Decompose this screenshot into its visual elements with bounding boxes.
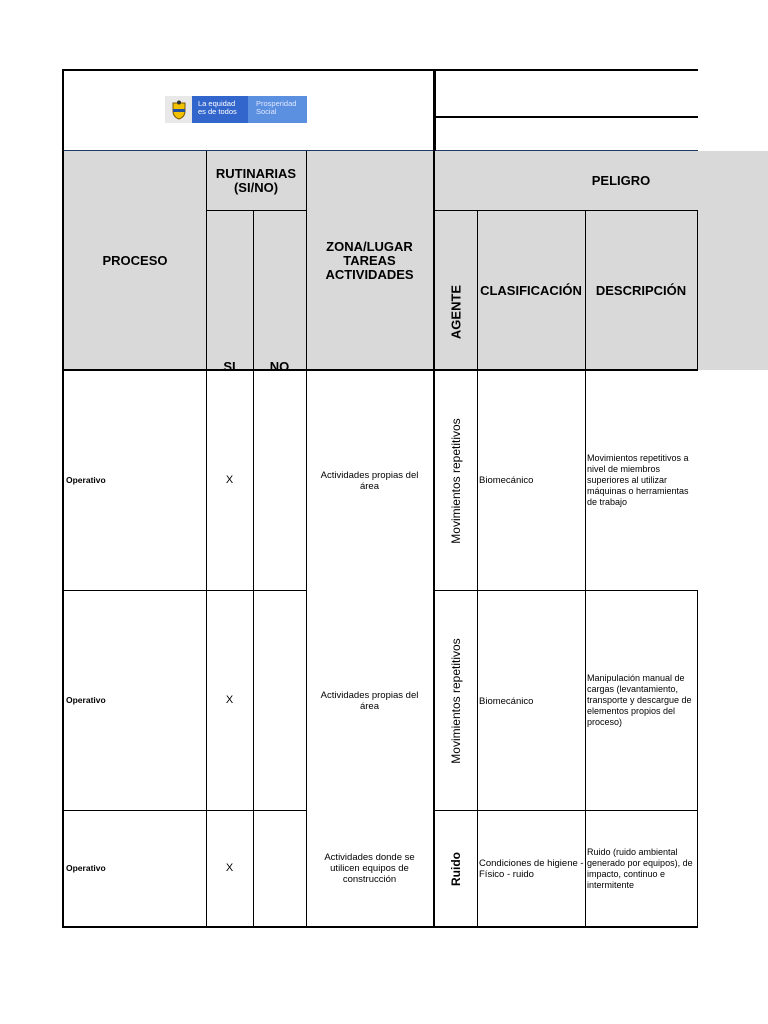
header-rutinarias — [206, 151, 307, 211]
table-row-1-zona — [306, 370, 435, 591]
logo-line4: Social — [256, 107, 277, 116]
row-2-agente-text: Movimientos repetitivos — [448, 638, 463, 764]
table-row-3-zona — [306, 810, 435, 928]
table-row-2-zona — [306, 590, 435, 811]
header-peligro-label: PELIGRO — [591, 172, 651, 188]
header-descripcion-label: DESCRIPCIÓN — [595, 283, 687, 298]
row-1-zona-text: Actividades propias del área — [320, 469, 419, 492]
table-row-2-si — [206, 590, 254, 811]
header-agente — [434, 210, 478, 370]
row-3-si-text: X — [225, 861, 234, 874]
table-row-1-agente — [434, 370, 478, 591]
table-row-1-descripcion — [585, 370, 698, 591]
table-row-2-proceso — [62, 590, 207, 811]
row-3-proceso-text: Operativo — [66, 862, 106, 873]
table-row-1-si — [206, 370, 254, 591]
table-row-2-clasificacion — [477, 590, 586, 811]
row-2-clasificacion-text: Biomecánico — [479, 695, 534, 707]
row-3-clasificacion-text: Condiciones de higiene - Físico - ruido — [479, 857, 584, 880]
header-no-label: NO — [269, 359, 290, 374]
header-proceso-label: PROCESO — [102, 252, 168, 268]
row-3-agente-text: Ruido — [448, 851, 463, 886]
row-1-agente-text: Movimientos repetitivos — [448, 417, 463, 544]
table-row-2-no — [253, 590, 307, 811]
row-3-descripcion-text: Ruido (ruido ambiental generado por equipos), de impacto, continuo e intermitente — [587, 846, 693, 890]
table-row-3-clasificacion — [477, 810, 586, 928]
table-row-3-proceso — [62, 810, 207, 928]
logo-text-dark — [192, 96, 248, 123]
logo-text-light — [248, 96, 307, 123]
logo-line3: Prosperidad — [256, 99, 297, 108]
header-right-divider — [434, 116, 698, 118]
header-rutinarias-label: RUTINARIAS (SI/NO) — [215, 165, 297, 195]
row-1-clasificacion-text: Biomecánico — [479, 475, 534, 486]
header-clasificacion-label: CLASIFICACIÓN — [480, 283, 582, 298]
row-1-si-text: X — [225, 473, 234, 486]
row-2-si-text: X — [225, 693, 234, 706]
table-row-1-clasificacion — [477, 370, 586, 591]
row-2-proceso-text: Operativo — [66, 694, 106, 705]
table-row-2-agente — [434, 590, 478, 811]
header-descripcion — [585, 210, 698, 370]
table-row-3-descripcion — [585, 810, 698, 928]
header-peligro — [434, 151, 698, 211]
table-row-2-descripcion — [585, 590, 698, 811]
header-zona — [306, 151, 435, 370]
table-row-1-no — [253, 370, 307, 591]
table-row-3-agente — [434, 810, 478, 928]
row-2-zona-text: Actividades propias del área — [320, 689, 419, 712]
table-row-1-proceso — [62, 370, 207, 591]
row-1-descripcion-text: Movimientos repetitivos a nivel de miembros superiores al utilizar máquinas o herramientas de trabajo — [587, 453, 689, 507]
table-row-3-no — [253, 810, 307, 928]
row-2-descripcion-text: Manipulación manual de cargas (levantamiento, transporte y descargue de elementos propios del proceso) — [587, 673, 692, 727]
table-row-3-si — [206, 810, 254, 928]
logo-line1: La equidad — [198, 99, 236, 108]
header-zona-label: ZONA/LUGAR TAREAS ACTIVIDADES — [325, 238, 414, 282]
header-no — [253, 210, 307, 374]
header-clasificacion — [477, 210, 586, 370]
header-proceso — [62, 151, 207, 370]
header-si-label: SI — [223, 359, 236, 374]
header-si — [206, 210, 254, 374]
coat-of-arms-icon — [165, 96, 192, 123]
row-1-proceso-text: Operativo — [66, 474, 106, 485]
logo-line2: es de todos — [198, 107, 237, 116]
header-agente-label: AGENTE — [448, 285, 463, 340]
logo — [165, 96, 307, 123]
row-3-zona-text: Actividades donde se utilicen equipos de construcción — [324, 851, 415, 885]
header-right-block — [434, 69, 698, 152]
